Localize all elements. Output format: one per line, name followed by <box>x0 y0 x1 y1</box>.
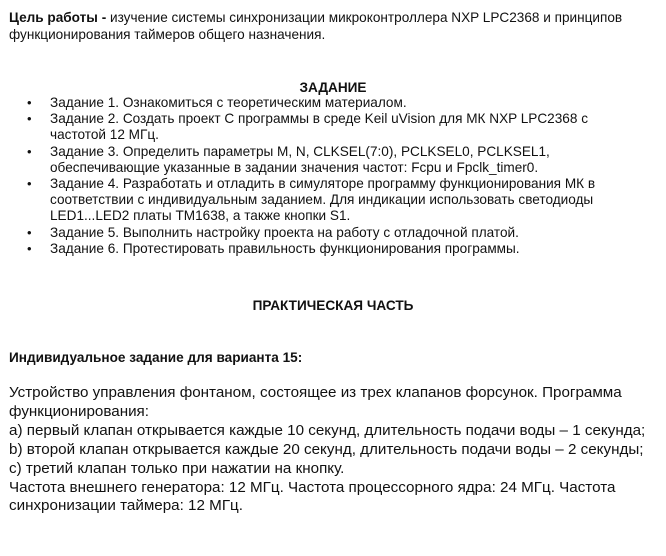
variant-item-a: а) первый клапан открывается каждые 10 секунд, длительность подачи воды – 1 секунда; <box>9 421 646 439</box>
bullet-icon: • <box>27 111 32 127</box>
task-text: Задание 6. Протестировать правильность функционирования программы. <box>50 240 520 256</box>
variant-body <box>9 384 659 516</box>
goal-lead: Цель работы - <box>9 10 107 25</box>
bullet-icon: • <box>27 95 32 110</box>
list-item <box>0 241 666 257</box>
bullet-icon: • <box>27 143 32 159</box>
variant-intro: Устройство управления фонтаном, состоящее из трех клапанов форсунок. Программа функционирования: <box>9 384 622 420</box>
list-item <box>0 111 666 143</box>
task-list <box>0 95 666 257</box>
task-text: Задание 3. Определить параметры M, N, CLKSEL(7:0), PCLKSEL0, PCLKSEL1, обеспечивающие указанные в задании значения частот: Fcpu и Fpclk_timer0. <box>50 143 550 175</box>
task-heading: ЗАДАНИЕ <box>299 80 367 95</box>
task-text: Задание 4. Разработать и отладить в симуляторе программу функционирования МК в соответствии с индивидуальным заданием. Для индикации использовать светодиоды LED1...LED2 платы TM1638, а также кнопки S1. <box>50 176 596 224</box>
goal-paragraph <box>9 9 659 43</box>
variant-frequencies: Частота внешнего генератора: 12 МГц. Частота процессорного ядра: 24 МГц. Частота синхронизации таймера: 12 МГц. <box>9 478 616 515</box>
practice-heading: ПРАКТИЧЕСКАЯ ЧАСТЬ <box>252 298 414 313</box>
task-text: Задание 2. Создать проект С программы в среде Keil uVision для МК NXP LPC2368 с частотой 12 МГц. <box>50 111 588 143</box>
variant-item-c: с) третий клапан только при нажатии на кнопку. <box>9 459 345 477</box>
task-text: Задание 5. Выполнить настройку проекта на работу с отладочной платой. <box>50 224 519 240</box>
bullet-icon: • <box>27 176 32 192</box>
bullet-icon: • <box>27 240 32 256</box>
list-item <box>0 95 666 111</box>
variant-item-b: b) второй клапан открывается каждые 20 секунд, длительность подачи воды – 2 секунды; <box>9 440 644 458</box>
variant-title: Индивидуальное задание для варианта 15: <box>9 350 303 365</box>
list-item <box>0 225 666 241</box>
goal-text: изучение системы синхронизации микроконтроллера NXP LPC2368 и принципов функционирования таймеров общего назначения. <box>9 10 623 42</box>
list-item <box>0 144 666 176</box>
task-text: Задание 1. Ознакомиться с теоретическим материалом. <box>50 95 407 110</box>
list-item <box>0 176 666 225</box>
bullet-icon: • <box>27 224 32 240</box>
